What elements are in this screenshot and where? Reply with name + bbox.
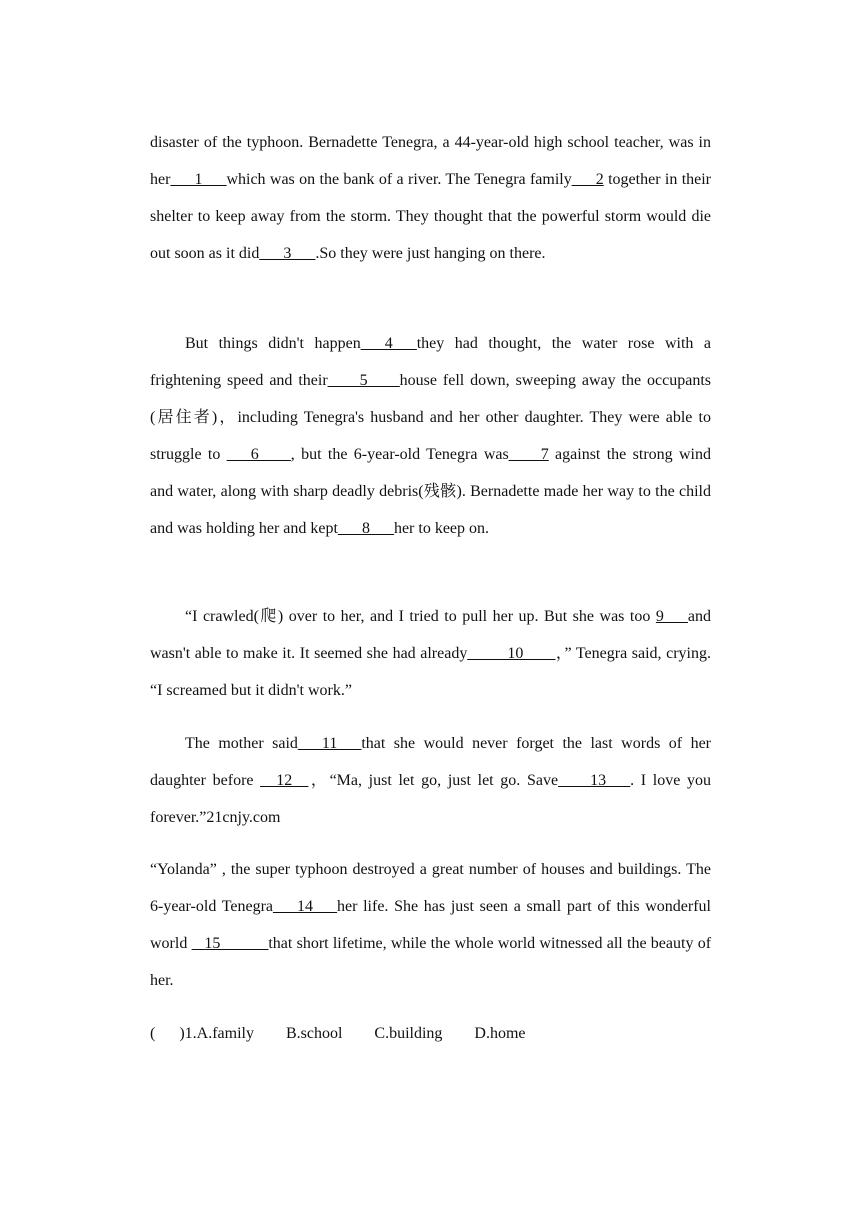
text: they had thought, the water rose with a frightening speed and their (150, 335, 711, 389)
text: together in their shelter to keep away from the storm. They thought that the powerful storm would die out soon as it did (150, 171, 712, 262)
text: house fell down, sweeping away the occupants (居住者)，including Tenegra's husband and her other daughter. They were able to struggle to (150, 372, 711, 463)
text: which was on the bank of a river. The Tenegra family (226, 171, 572, 188)
text: disaster of the typhoon. Bernadette Tenegra, a 44-year-old high school teacher, was in her (150, 134, 711, 188)
text: that short lifetime, while the whole world witnessed all the beauty of her. (150, 935, 712, 989)
blank-12: __12__ (260, 772, 309, 789)
blank-1: ___1___ (170, 171, 227, 188)
text: .So they were just hanging on there. (315, 245, 546, 262)
text: and wasn't able to make it. It seemed she had already (150, 608, 711, 662)
paragraph-3 (150, 598, 711, 709)
blank-15: 15______ (191, 935, 269, 952)
blank-6: ___6____ (226, 446, 291, 463)
blank-11: ___11___ (297, 735, 362, 752)
blank-10: _____10____ (467, 645, 556, 662)
text: “I crawled(爬) over to her, and I tried to pull her up. But she was too (185, 608, 656, 625)
text: ，“Ma, just let go, just let go. Save (308, 772, 559, 789)
blank-8: ___8___ (337, 520, 394, 537)
paragraph-1 (150, 124, 711, 272)
blank-4: ___4___ (360, 335, 417, 352)
blank-7: ____7 (508, 446, 549, 463)
blank-3: ___3___ (259, 245, 316, 262)
text: her life. She has just seen a small part of this wonderful world (150, 898, 712, 952)
text: , but the 6-year-old Tenegra was (290, 446, 509, 463)
paragraph-5 (150, 851, 711, 999)
text: “Yolanda” , the super typhoon destroyed a great number of houses and buildings. The 6-year-old Tenegra (150, 861, 711, 915)
text: that she would never forget the last words of her daughter before (150, 735, 711, 789)
question-1-options: ( )1.A.family B.school C.building D.home (150, 1025, 526, 1042)
text: ，” Tenegra said, crying. “I screamed but it didn't work.” (150, 645, 711, 699)
paragraph-2 (150, 325, 711, 547)
text: The mother said (185, 735, 298, 752)
blank-9: 9___ (655, 608, 688, 625)
text: But things didn't happen (185, 335, 361, 352)
text: . I love you forever.”21cnjy.com (150, 772, 711, 826)
text: her to keep on. (393, 520, 490, 537)
text: against the strong wind and water, along with sharp deadly debris(残骸). Bernadette made her way to the child and was holding her and kept (150, 446, 712, 537)
blank-13: ____13___ (558, 772, 631, 789)
paragraph-4 (150, 725, 711, 836)
blank-2: ___2 (571, 171, 604, 188)
blank-5: ____5____ (327, 372, 400, 389)
blank-14: ___14___ (273, 898, 337, 915)
